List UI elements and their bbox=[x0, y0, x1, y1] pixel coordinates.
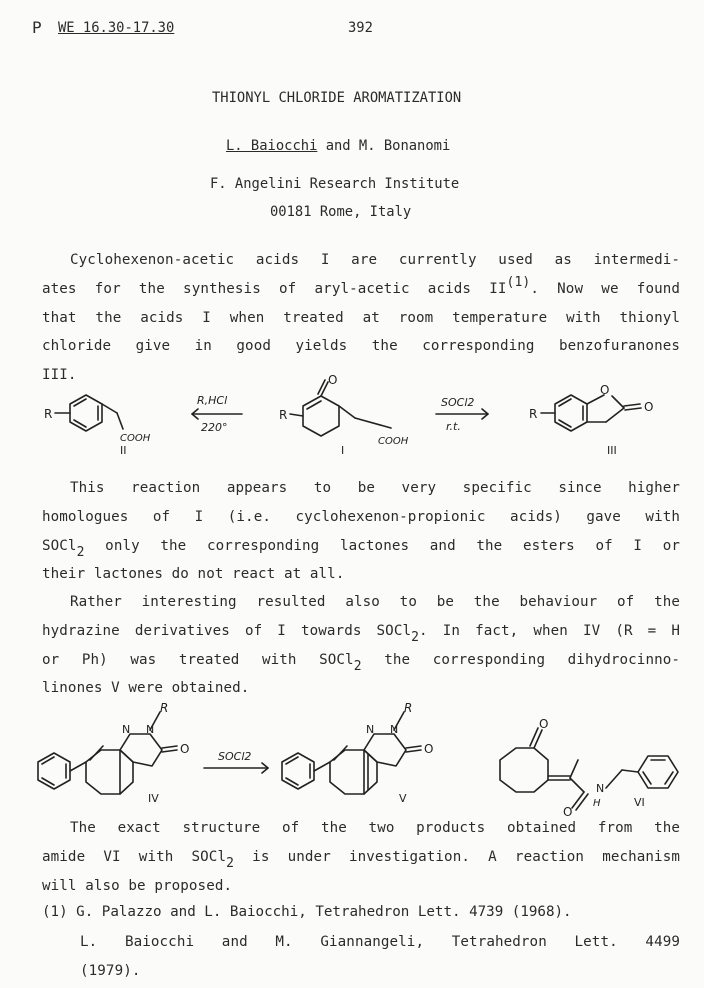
ref-line-2: L. Baiocchi and M. Giannangeli, Tetrahedron Lett. 4499 bbox=[80, 934, 680, 950]
p4-line-2 bbox=[42, 843, 680, 872]
p1-line-3: that the acids I when treated at room temperature with thionyl bbox=[42, 309, 680, 326]
p3-l3a: or Ph) was treated with SOCl bbox=[42, 651, 354, 668]
structure-vi bbox=[500, 717, 678, 819]
authors bbox=[226, 138, 450, 154]
p2-l3sub: 2 bbox=[76, 544, 85, 560]
paragraph-2 bbox=[42, 474, 680, 589]
p1-line-5: III. bbox=[42, 367, 77, 384]
p3-line-2 bbox=[42, 617, 680, 646]
paragraph-4 bbox=[42, 814, 680, 900]
ii-cooh-label: COOH bbox=[120, 433, 151, 444]
p3-l3sub: 2 bbox=[353, 658, 362, 674]
p2-line-2: homologues of I (i.e. cyclohexenon-propionic acids) gave with bbox=[42, 508, 680, 525]
p1-l2a: ates for the synthesis of aryl-acetic acids II bbox=[42, 280, 507, 297]
p4-l2a: amide VI with SOCl bbox=[42, 848, 227, 865]
iv-r-label: R bbox=[160, 701, 169, 715]
p3-l2sub: 2 bbox=[411, 629, 420, 645]
author-2: and M. Bonanomi bbox=[325, 138, 451, 154]
label-ii: II bbox=[120, 444, 127, 457]
structure-v bbox=[282, 701, 433, 805]
p3-line-4: linones V were obtained. bbox=[42, 680, 250, 697]
arrow-left-reagent: R,HCl bbox=[197, 394, 228, 407]
vi-oxygen-2: O bbox=[563, 805, 573, 819]
reference-1-continued bbox=[80, 928, 680, 986]
iii-carbonyl-oxygen: O bbox=[644, 400, 654, 414]
structure-iv bbox=[38, 701, 189, 805]
v-r-label: R bbox=[404, 701, 413, 715]
arrow-right-reagent: SOCl2 bbox=[441, 396, 475, 409]
iv-n2: N bbox=[146, 723, 155, 736]
v-oxygen: O bbox=[424, 742, 434, 756]
page-number: 392 bbox=[348, 20, 373, 36]
affiliation-line-1: F. Angelini Research Institute bbox=[210, 176, 460, 192]
p3-l2b: . In fact, when IV (R = H bbox=[419, 622, 680, 639]
label-iii: III bbox=[607, 444, 617, 457]
arrow-scheme-2 bbox=[204, 750, 268, 773]
p4-l2sub: 2 bbox=[226, 855, 235, 871]
p2-line-1: This reaction appears to be very specific since higher bbox=[70, 480, 680, 496]
iv-oxygen: O bbox=[180, 742, 190, 756]
reference-1: (1) G. Palazzo and L. Baiocchi, Tetrahedron Lett. 4739 (1968). bbox=[42, 904, 572, 920]
p3-line-1: Rather interesting resulted also to be the behaviour of the bbox=[70, 594, 680, 610]
i-cooh-label: COOH bbox=[378, 436, 409, 447]
p2-l3a: SOCl bbox=[42, 537, 77, 554]
structure-ii bbox=[44, 395, 151, 457]
arrow-right bbox=[436, 396, 488, 433]
p1-line-1: Cyclohexenon-acetic acids I are currently used as intermedi- bbox=[70, 252, 680, 268]
p3-l2a: hydrazine derivatives of I towards SOCl bbox=[42, 622, 412, 639]
p4-line-1: The exact structure of the two products obtained from the bbox=[70, 820, 680, 836]
p1-l2b: . Now we found bbox=[530, 280, 681, 297]
p3-line-3 bbox=[42, 646, 680, 675]
p2-line-3 bbox=[42, 532, 680, 561]
vi-oxygen-1: O bbox=[539, 717, 549, 731]
arrow-right-condition: r.t. bbox=[446, 420, 461, 433]
affiliation-line-2: 00181 Rome, Italy bbox=[270, 204, 412, 220]
label-i: I bbox=[341, 444, 345, 457]
vi-nitrogen: N bbox=[596, 782, 605, 795]
v-n2: N bbox=[390, 723, 399, 736]
i-r-label: R bbox=[279, 408, 288, 422]
p4-l2b: is under investigation. A reaction mechanism bbox=[234, 848, 680, 865]
structure-i bbox=[279, 373, 409, 457]
vi-hydrogen: H bbox=[593, 798, 601, 809]
session-time: WE 16.30-17.30 bbox=[58, 20, 175, 36]
iii-ring-oxygen: O bbox=[600, 383, 610, 397]
ii-r-label: R bbox=[44, 407, 53, 421]
iv-n1: N bbox=[122, 723, 131, 736]
arrow-left-temperature: 220° bbox=[201, 421, 228, 434]
p1-line-4: chloride give in good yields the corresponding benzofuranones bbox=[42, 338, 680, 355]
structure-iii bbox=[529, 383, 653, 457]
arrow-left bbox=[192, 394, 242, 434]
ref-line-3: (1979). bbox=[80, 962, 141, 979]
p4-line-3: will also be proposed. bbox=[42, 877, 233, 894]
v-n1: N bbox=[366, 723, 375, 736]
paper-title: THIONYL CHLORIDE AROMATIZATION bbox=[212, 90, 462, 106]
p3-l3b: the corresponding dihydrocinno- bbox=[361, 651, 681, 668]
i-oxygen: O bbox=[328, 373, 338, 387]
paragraph-1 bbox=[42, 246, 680, 390]
label-iv: IV bbox=[148, 792, 159, 805]
iii-r-label: R bbox=[529, 407, 538, 421]
citation-1: (1) bbox=[506, 274, 531, 290]
header-letter: P bbox=[32, 18, 42, 37]
arrow-2-reagent: SOCl2 bbox=[218, 750, 252, 763]
p1-line-2 bbox=[42, 275, 680, 304]
reaction-scheme-1 bbox=[0, 373, 704, 458]
p2-l3b: only the corresponding lactones and the esters of I or bbox=[84, 537, 680, 554]
author-1: L. Baiocchi bbox=[226, 138, 318, 154]
label-v: V bbox=[399, 792, 407, 805]
paragraph-3 bbox=[42, 588, 680, 703]
p2-line-4: their lactones do not react at all. bbox=[42, 566, 345, 583]
label-vi: VI bbox=[634, 796, 645, 809]
reaction-scheme-2 bbox=[0, 700, 704, 820]
